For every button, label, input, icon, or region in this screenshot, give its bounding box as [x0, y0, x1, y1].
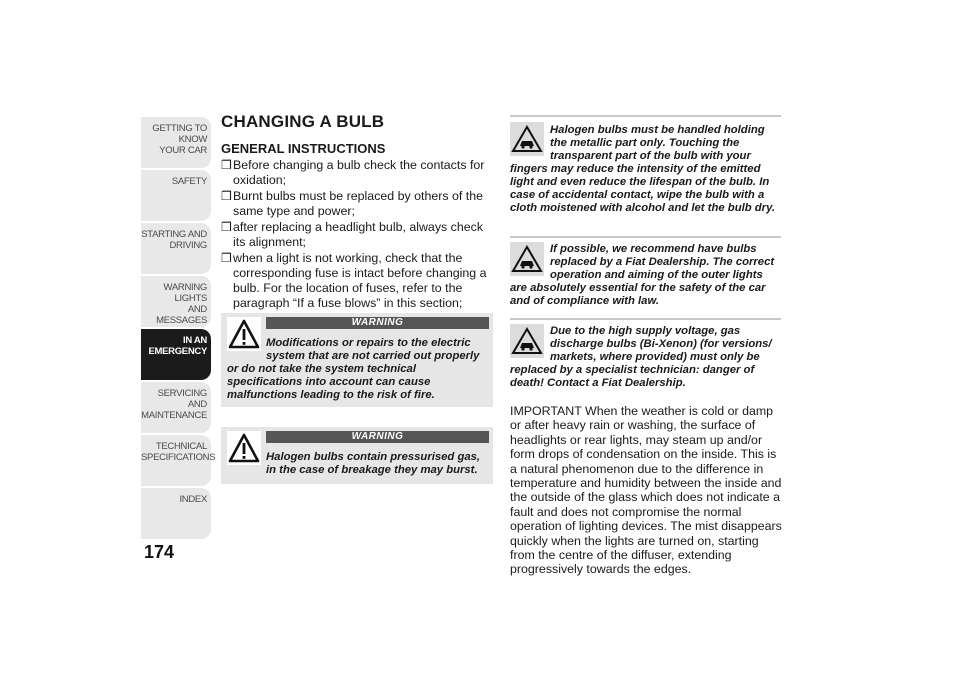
checkbox-bullet-icon: ❒ — [221, 251, 232, 265]
list-item-text: after replacing a headlight bulb, always check its alignment; — [233, 220, 484, 249]
car-caution-icon — [510, 324, 544, 358]
note-halogen-head: Halogen bulbs must be handled holding the metallic part only. Touching the transparent part of the bulb with your — [550, 124, 765, 162]
tab-getting-to-know[interactable]: GETTING TO KNOW YOUR CAR — [141, 117, 211, 168]
tab-in-an-emergency[interactable]: IN AN EMERGENCY — [141, 329, 211, 380]
note-halogen-rest: fingers may reduce the intensity of the emitted light and even reduce the lifespan of the bulb. In case of accidental contact, wipe the bulb with a cloth moistened with alcohol and let the bulb dry. — [510, 163, 776, 214]
car-caution-icon — [510, 122, 544, 156]
section-subtitle: GENERAL INSTRUCTIONS — [221, 141, 386, 156]
instructions-list — [221, 158, 493, 312]
warning-text-line1: Halogen bulbs contain pressurised gas, — [266, 451, 481, 463]
car-caution-icon — [510, 242, 544, 276]
warning-text-line2: system that are not carried out properly — [266, 350, 480, 362]
checkbox-bullet-icon: ❒ — [221, 158, 232, 172]
warning-triangle-icon — [227, 317, 261, 351]
warning-header: WARNING — [266, 431, 489, 443]
warning-box-fire — [221, 313, 493, 407]
warning-header: WARNING — [266, 317, 489, 329]
divider — [510, 318, 781, 320]
list-item — [221, 158, 493, 188]
checkbox-bullet-icon: ❒ — [221, 189, 232, 203]
list-item-text: Before changing a bulb check the contacts for oxidation; — [233, 158, 485, 187]
note-xenon-head: Due to the high supply voltage, gas discharge bulbs (Bi-Xenon) (for versions/ markets, where provided) must only be — [550, 325, 772, 363]
tab-technical-specs[interactable]: TECHNICAL SPECIFICATIONS — [141, 435, 211, 486]
warning-triangle-icon — [227, 431, 261, 465]
note-dealership-head: If possible, we recommend have bulbs replaced by a Fiat Dealership. The correct operation and aiming of the outer lights — [550, 243, 775, 281]
tab-safety[interactable]: SAFETY — [141, 170, 211, 221]
divider — [510, 115, 781, 117]
page-number: 174 — [144, 542, 175, 562]
list-item — [221, 220, 493, 250]
warning-text-rest: or do not take the system technical specifications into account can cause malfunctions leading to the risk of fire. — [227, 363, 435, 401]
tab-servicing[interactable]: SERVICING AND MAINTENANCE — [141, 382, 211, 433]
list-item — [221, 189, 493, 219]
note-xenon-rest: replaced by a specialist technician: danger of death! Contact a Fiat Dealership. — [510, 364, 755, 389]
warning-text-line1: Modifications or repairs to the electric — [266, 337, 471, 349]
section-title: CHANGING A BULB — [221, 112, 385, 131]
tab-starting-driving[interactable]: STARTING AND DRIVING — [141, 223, 211, 274]
checkbox-bullet-icon: ❒ — [221, 220, 232, 234]
divider — [510, 236, 781, 238]
tab-index[interactable]: INDEX — [141, 488, 211, 539]
important-paragraph: IMPORTANT When the weather is cold or damp or after heavy rain or washing, the surface of headlights or rear lights, may steam up and/or form drops of condensation on the inside. This is a natural phenomenon due to the difference in temperature and humidity between the inside and the outside of the glass which does not indicate a fault and does not compromise the normal operation of lighting devices. The mist disappears quickly when the lights are turned on, starting from the centre of the diffuser, extending progressively towards the edges. — [510, 404, 782, 577]
tab-warning-lights[interactable]: WARNING LIGHTS AND MESSAGES — [141, 276, 211, 327]
warning-box-pressurised-gas — [221, 427, 493, 484]
list-item — [221, 251, 493, 311]
warning-text-line2: in the case of breakage they may burst. — [266, 464, 478, 476]
note-dealership-rest: are absolutely essential for the safety of the car and of compliance with law. — [510, 282, 766, 307]
list-item-text: when a light is not working, check that the corresponding fuse is intact before changing a bulb. For the location of fuses, refer to the paragraph “If a fuse blows” in this section; — [233, 251, 487, 310]
list-item-text: Burnt bulbs must be replaced by others of the same type and power; — [233, 189, 484, 218]
